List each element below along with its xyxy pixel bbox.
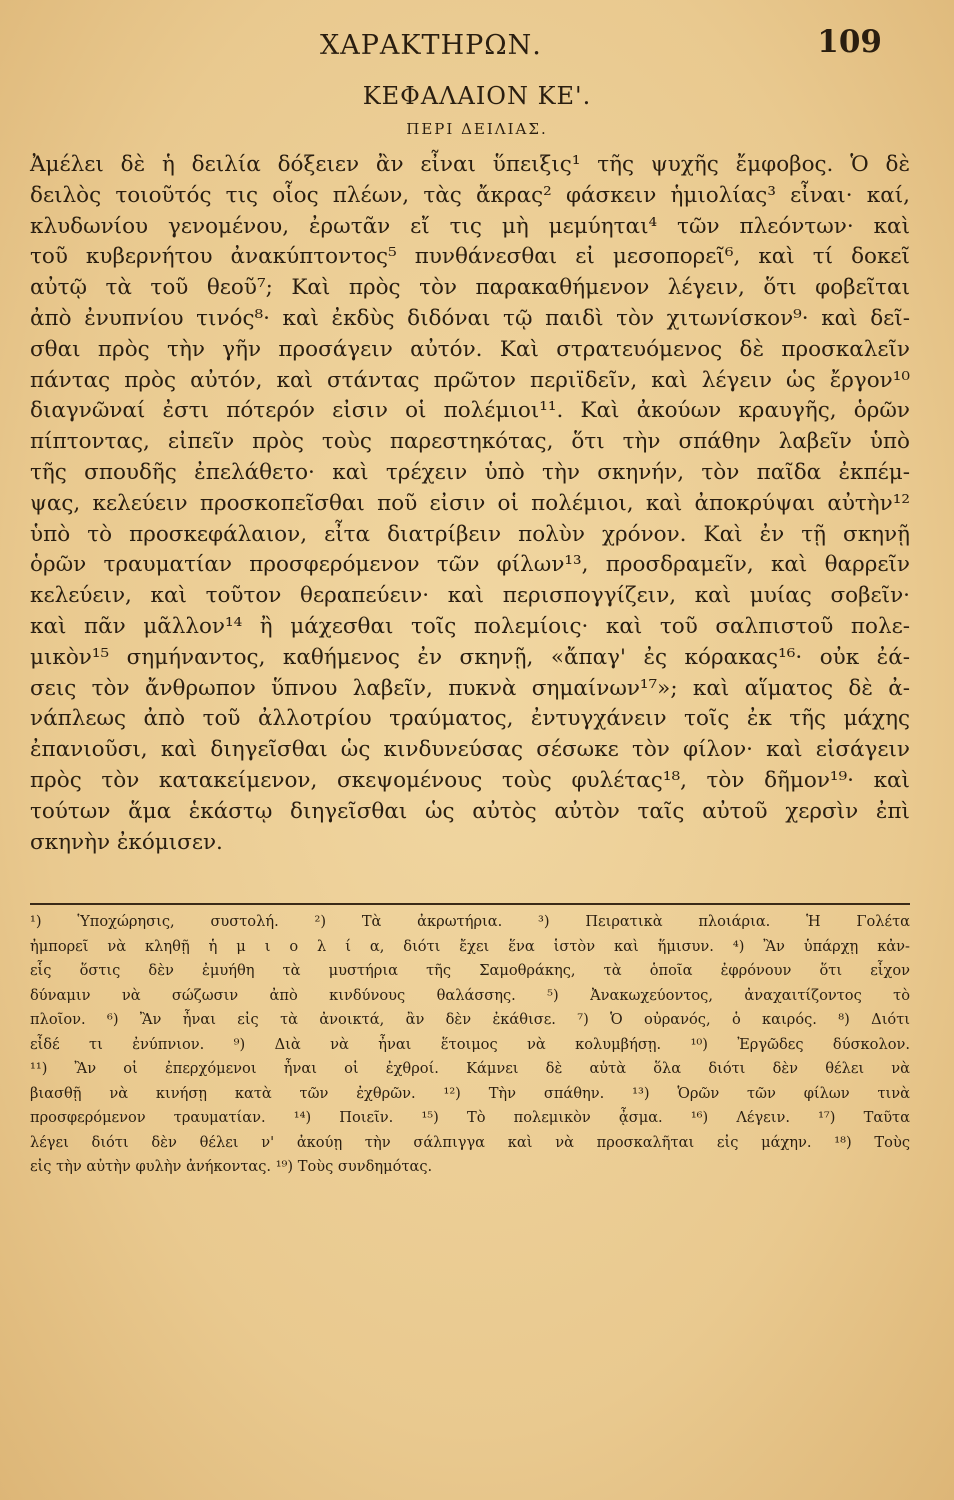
body-line: σκηνὴν ἐκόμισεν.	[30, 829, 223, 855]
footnote-line: ἠμπορεῖ νὰ κληθῇ ἡ μ ι ο λ ί α, διότι ἔχει ἕνα ἱστὸν καὶ ἥμισυν. ⁴) Ἂν ὑπάρχῃ κἀν-	[30, 937, 910, 955]
footnote-line: ¹¹) Ἂν οἱ ἐπερχόμενοι ἦναι οἱ ἐχθροί. Κάμνει δὲ αὐτὰ ὅλα διότι δὲν θέλει νὰ	[30, 1060, 910, 1077]
page-number: 109	[817, 24, 882, 60]
footnote-line: βιασθῇ νὰ κινήσῃ κατὰ τῶν ἐχθρῶν. ¹²) Τὴν σπάθην. ¹³) Ὁρῶν τῶν φίλων τινὰ	[30, 1084, 910, 1102]
body-line: τοῦ κυβερνήτου ἀνακύπτοντος⁵ πυνθάνεσθαι εἰ μεσοπορεῖ⁶, καὶ τί δοκεῖ	[30, 244, 910, 270]
footnote-line: πλοῖον. ⁶) Ἂν ἦναι εἰς τὰ ἀνοικτά, ἂν δὲν ἐκάθισε. ⁷) Ὁ οὐρανός, ὁ καιρός. ⁸) Διότι	[30, 1011, 910, 1028]
body-line: ὁρῶν τραυματίαν προσφερόμενον τῶν φίλων¹³, προσδραμεῖν, καὶ θαρρεῖν	[30, 552, 910, 578]
body-line: ὑπὸ τὸ προσκεφάλαιον, εἶτα διατρίβειν πολὺν χρόνον. Καὶ ἐν τῇ σκηνῇ	[30, 521, 910, 547]
footnote-line: ¹) Ὑποχώρησις, συστολή. ²) Τὰ ἀκρωτήρια. ³) Πειρατικὰ πλοιάρια. Ἡ Γολέτα	[30, 913, 910, 930]
body-line: πίπτοντας, εἰπεῖν πρὸς τοὺς παρεστηκότας, ὅτι τὴν σπάθην λαβεῖν ὑπὸ	[30, 429, 910, 455]
body-line: πρὸς τὸν κατακείμενον, σκεψομένους τοὺς φυλέτας¹⁸, τὸν δῆμον¹⁹· καὶ	[30, 767, 910, 793]
footnote-line: εἶδέ τι ἐνύπνιον. ⁹) Διὰ νὰ ἦναι ἕτοιμος νὰ κολυμβήσῃ. ¹⁰) Ἐργῶδες δύσκολον.	[30, 1035, 910, 1053]
running-head	[0, 22, 954, 62]
body-line: κλυδωνίου γενομένου, ἐρωτᾶν εἴ τις μὴ μεμύηται⁴ τῶν πλεόντων· καὶ	[30, 213, 910, 239]
body-line: αὐτῷ τὰ τοῦ θεοῦ⁷; Καὶ πρὸς τὸν παρακαθήμενον λέγειν, ὅτι φοβεῖται	[30, 275, 910, 301]
chapter-subtitle: ΠΕΡΙ ΔΕΙΛΙΑΣ.	[406, 120, 548, 138]
running-title: ΧΑΡΑΚΤΗΡΩΝ.	[320, 30, 542, 61]
body-line: τῆς σπουδῆς ἐπελάθετο· καὶ τρέχειν ὑπὸ τὴν σκηνήν, τὸν παῖδα ἐκπέμ-	[30, 459, 910, 485]
body-text	[30, 150, 910, 858]
body-line: Ἀμέλει δὲ ἡ δειλία δόξειεν ἂν εἶναι ὕπειξις¹ τῆς ψυχῆς ἔμφοβος. Ὁ δὲ	[30, 152, 910, 177]
body-line: ἀπὸ ἐνυπνίου τινός⁸· καὶ ἐκδὺς διδόναι τῷ παιδὶ τὸν χιτωνίσκον⁹· καὶ δεῖ-	[30, 305, 910, 331]
body-line: κελεύειν, καὶ τοῦτον θεραπεύειν· καὶ περισπογγίζειν, καὶ μυίας σοβεῖν·	[30, 583, 910, 609]
footnote-line: εἷς ὅστις δὲν ἐμυήθη τὰ μυστήρια τῆς Σαμοθράκης, τὰ ὁποῖα ἐφρόνουν ὅτι εἶχον	[30, 962, 910, 979]
body-line: διαγνῶναί ἐστι πότερόν εἰσιν οἱ πολέμιοι¹¹. Καὶ ἀκούων κραυγῆς, ὁρῶν	[30, 398, 910, 424]
footnote-line: δύναμιν νὰ σώζωσιν ἀπὸ κινδύνους θαλάσσης. ⁵) Ἀνακωχεύοντος, ἀναχαιτίζοντος τὸ	[30, 986, 910, 1004]
body-line: ψας, κελεύειν προσκοπεῖσθαι ποῦ εἰσιν οἱ πολέμιοι, καὶ ἀποκρύψαι αὐτὴν¹²	[30, 490, 910, 516]
body-line: ἐπανιοῦσι, καὶ διηγεῖσθαι ὡς κινδυνεύσας σέσωκε τὸν φίλον· καὶ εἰσάγειν	[30, 737, 910, 763]
footnote-line: λέγει διότι δὲν θέλει ν' ἀκούῃ τὴν σάλπιγγα καὶ νὰ προσκαλῆται εἰς μάχην. ¹⁸) Τοὺς	[30, 1133, 910, 1151]
body-line: νάπλεως ἀπὸ τοῦ ἀλλοτρίου τραύματος, ἐντυγχάνειν τοῖς ἐκ τῆς μάχης	[30, 706, 910, 732]
footnote-line: εἰς τὴν αὐτὴν φυλὴν ἀνήκοντας. ¹⁹) Τοὺς συνδημότας.	[30, 1158, 433, 1175]
body-line: πάντας πρὸς αὐτόν, καὶ στάντας πρῶτον περιϊδεῖν, καὶ λέγειν ὡς ἔργον¹⁰	[30, 367, 910, 393]
body-line: μικὸν¹⁵ σημήναντος, καθήμενος ἐν σκηνῇ, «ἄπαγ' ἐς κόρακας¹⁶· οὐκ ἐά-	[30, 644, 910, 670]
chapter-title: ΚΕΦΑΛΑΙΟΝ ΚΕ'.	[362, 82, 592, 110]
footnotes	[30, 910, 910, 1180]
body-line: τούτων ἅμα ἑκάστῳ διηγεῖσθαι ὡς αὐτὸς αὐτὸν ταῖς αὐτοῦ χερσὶν ἐπὶ	[30, 798, 910, 824]
footnote-divider	[30, 903, 910, 905]
body-line: καὶ πᾶν μᾶλλον¹⁴ ἢ μάχεσθαι τοῖς πολεμίοις· καὶ τοῦ σαλπιστοῦ πολε-	[30, 613, 910, 639]
body-line: δειλὸς τοιοῦτός τις οἷος πλέων, τὰς ἄκρας² φάσκειν ἡμιολίας³ εἶναι· καί,	[30, 182, 910, 208]
body-line: σθαι πρὸς τὴν γῆν προσάγειν αὐτόν. Καὶ στρατευόμενος δὲ προσκαλεῖν	[30, 336, 910, 362]
footnote-line: προσφερόμενον τραυματίαν. ¹⁴) Ποιεῖν. ¹⁵) Τὸ πολεμικὸν ᾆσμα. ¹⁶) Λέγειν. ¹⁷) Ταῦτα	[30, 1109, 910, 1126]
body-line: σεις τὸν ἄνθρωπον ὕπνου λαβεῖν, πυκνὰ σημαίνων¹⁷»; καὶ αἵματος δὲ ἀ-	[30, 675, 910, 701]
